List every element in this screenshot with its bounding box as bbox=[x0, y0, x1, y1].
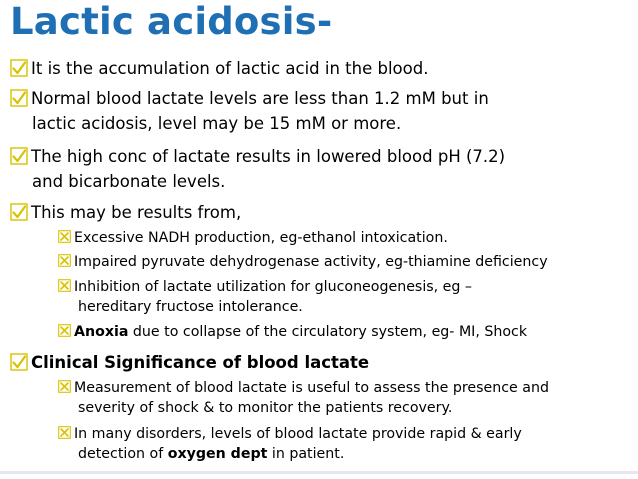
bullet-normal-levels bbox=[10, 86, 489, 136]
clinical-early-detection bbox=[58, 424, 522, 464]
check-box-icon bbox=[10, 203, 28, 221]
bullet-clinical-significance bbox=[10, 350, 369, 375]
cause-text: Inhibition of lactate utilization for gluconeogenesis, eg – bbox=[74, 279, 473, 295]
cause-nadh bbox=[58, 228, 448, 248]
x-box-icon bbox=[58, 254, 71, 267]
check-box-icon bbox=[10, 147, 28, 165]
oxygen-dept-term: oxygen dept bbox=[167, 446, 268, 462]
cause-text-cont: hereditary fructose intolerance. bbox=[78, 299, 303, 315]
clinical-text: In many disorders, levels of blood lactate provide rapid & early bbox=[74, 426, 522, 442]
cause-anoxia bbox=[58, 322, 527, 342]
bullet-text-cont: lactic acidosis, level may be 15 mM or more. bbox=[32, 114, 402, 133]
clinical-text-cont bbox=[58, 444, 522, 464]
bullet-high-conc bbox=[10, 144, 505, 194]
bullet-results-from bbox=[10, 200, 241, 225]
check-box-icon bbox=[10, 353, 28, 371]
check-box-icon bbox=[10, 59, 28, 77]
clinical-text-pre: detection of bbox=[78, 446, 168, 462]
bullet-text: This may be results from, bbox=[31, 203, 242, 222]
slide-title: Lactic acidosis- bbox=[10, 0, 333, 43]
cause-text: Excessive NADH production, eg-ethanol intoxication. bbox=[74, 230, 448, 246]
cause-text: due to collapse of the circulatory system, eg- MI, Shock bbox=[128, 324, 528, 340]
bullet-accumulation bbox=[10, 56, 428, 81]
bullet-text-cont: and bicarbonate levels. bbox=[32, 172, 226, 191]
check-box-icon bbox=[10, 89, 28, 107]
bullet-text: Normal blood lactate levels are less than 1.2 mM but in bbox=[31, 89, 489, 108]
bottom-divider bbox=[0, 471, 638, 474]
x-box-icon bbox=[58, 230, 71, 243]
x-box-icon bbox=[58, 279, 71, 292]
bullet-text: Clinical Significance of blood lactate bbox=[31, 353, 370, 372]
x-box-icon bbox=[58, 380, 71, 393]
clinical-measurement bbox=[58, 378, 549, 418]
x-box-icon bbox=[58, 324, 71, 337]
cause-text: Impaired pyruvate dehydrogenase activity, eg-thiamine deficiency bbox=[74, 254, 548, 270]
anoxia-term: Anoxia bbox=[74, 324, 129, 340]
clinical-text-post: in patient. bbox=[267, 446, 345, 462]
cause-pdh bbox=[58, 252, 548, 272]
bullet-text: The high conc of lactate results in lowered blood pH (7.2) bbox=[31, 147, 506, 166]
clinical-text-cont: severity of shock & to monitor the patients recovery. bbox=[78, 400, 453, 416]
cause-gluconeogenesis bbox=[58, 277, 472, 317]
clinical-text: Measurement of blood lactate is useful to assess the presence and bbox=[74, 380, 549, 396]
x-box-icon bbox=[58, 426, 71, 439]
bullet-text: It is the accumulation of lactic acid in the blood. bbox=[31, 59, 429, 78]
